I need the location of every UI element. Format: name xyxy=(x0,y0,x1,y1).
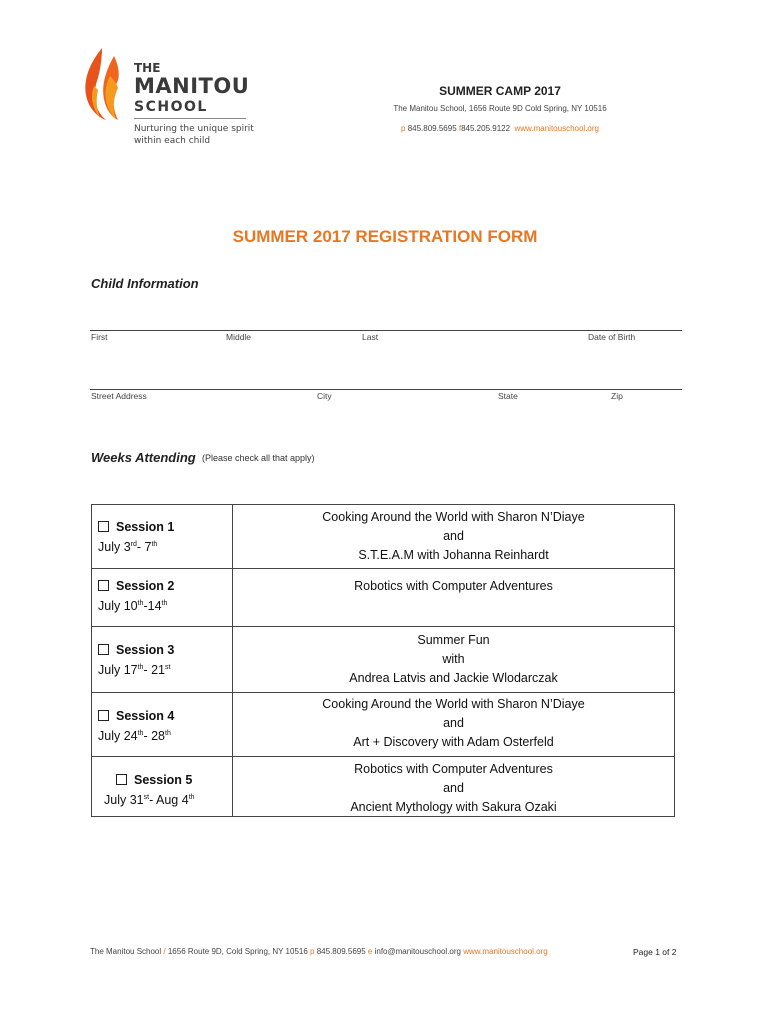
session-description xyxy=(233,577,674,596)
session-1-checkbox[interactable] xyxy=(98,521,109,532)
session-row-2 xyxy=(92,569,674,627)
phone-prefix: p xyxy=(401,124,406,133)
footer-school: The Manitou School xyxy=(90,947,162,956)
description-line: Cooking Around the World with Sharon N’Diaye xyxy=(322,697,585,711)
sessions-table xyxy=(91,504,675,817)
state-label: State xyxy=(498,391,518,401)
session-date-end: -14 xyxy=(143,599,162,614)
school-address: The Manitou School, 1656 Route 9D Cold Spring, NY 10516 xyxy=(393,104,607,113)
session-row-1 xyxy=(92,505,674,569)
session-5-checkbox[interactable] xyxy=(116,774,127,785)
session-cell xyxy=(98,518,174,556)
session-cell xyxy=(98,577,174,615)
session-name: Session 5 xyxy=(134,773,193,787)
date-suffix: rd xyxy=(130,541,137,548)
date-suffix: th xyxy=(188,794,195,801)
street-address-label: Street Address xyxy=(91,391,147,401)
session-row-4 xyxy=(92,693,674,757)
middle-name-label: Middle xyxy=(226,332,252,342)
footer-email-prefix: e xyxy=(367,947,373,956)
description-line: Art + Discovery with Adam Osterfeld xyxy=(353,735,554,749)
description-line: Robotics with Computer Adventures xyxy=(354,579,553,593)
session-description xyxy=(233,760,674,817)
child-information-heading: Child Information xyxy=(91,276,199,291)
camp-title: SUMMER CAMP 2017 xyxy=(439,84,561,98)
session-date: July 17 xyxy=(98,663,138,678)
description-line: Ancient Mythology with Sakura Ozaki xyxy=(350,800,557,814)
session-date: July 31 xyxy=(104,793,144,808)
logo-text-school: SCHOOL xyxy=(134,99,208,115)
footer-address: 1656 Route 9D, Cold Spring, NY 10516 xyxy=(167,947,308,956)
description-line: with xyxy=(442,652,465,666)
description-line: Andrea Latvis and Jackie Wlodarczak xyxy=(349,671,558,685)
fax-number: 845.205.9122 xyxy=(461,124,511,133)
first-name-label: First xyxy=(91,332,108,342)
session-date-end: - 7 xyxy=(136,540,152,555)
date-suffix: th xyxy=(151,541,158,548)
session-name: Session 3 xyxy=(116,643,175,657)
date-suffix: st xyxy=(143,794,150,801)
description-line: Cooking Around the World with Sharon N’Diaye xyxy=(322,510,585,524)
session-description xyxy=(233,631,674,688)
last-name-label: Last xyxy=(362,332,379,342)
session-cell xyxy=(98,707,174,745)
logo-text-manitou: MANITOU xyxy=(134,74,250,98)
date-suffix: st xyxy=(165,664,171,671)
logo-tagline-line-2: within each child xyxy=(134,136,211,146)
session-name: Session 2 xyxy=(116,579,175,593)
session-description xyxy=(233,508,674,565)
weeks-attending-heading: Weeks Attending xyxy=(91,450,196,465)
session-row-5 xyxy=(92,757,674,816)
phone-number: 845.809.5695 xyxy=(407,124,457,133)
session-row-3 xyxy=(92,627,674,693)
logo-tagline-line-1: Nurturing the unique spirit xyxy=(134,124,254,134)
session-3-checkbox[interactable] xyxy=(98,644,109,655)
footer-separator: / xyxy=(163,947,166,956)
session-date-end: - Aug 4 xyxy=(149,793,189,808)
description-line: and xyxy=(443,781,464,795)
footer-phone: 845.809.5695 xyxy=(316,947,366,956)
session-cell xyxy=(98,641,174,679)
page-footer xyxy=(90,947,548,956)
session-date-end: - 28 xyxy=(143,729,165,744)
weeks-attending-note: (Please check all that apply) xyxy=(202,453,315,463)
session-description xyxy=(233,695,674,752)
footer-website-link[interactable]: www.manitouschool.org xyxy=(463,947,548,956)
session-date: July 10 xyxy=(98,599,138,614)
logo-divider xyxy=(134,118,246,119)
address-fields-line[interactable] xyxy=(90,389,682,390)
city-label: City xyxy=(317,391,332,401)
date-suffix: th xyxy=(165,730,171,737)
description-line: Summer Fun xyxy=(417,633,490,647)
session-2-checkbox[interactable] xyxy=(98,580,109,591)
description-line: and xyxy=(443,529,464,543)
logo-text-the: THE xyxy=(134,61,161,75)
form-title: SUMMER 2017 REGISTRATION FORM xyxy=(232,227,538,246)
session-name: Session 4 xyxy=(116,709,175,723)
fax-prefix: f xyxy=(458,124,462,133)
zip-label: Zip xyxy=(611,391,623,401)
name-fields-line[interactable] xyxy=(90,330,682,331)
session-cell xyxy=(104,771,195,809)
date-of-birth-label: Date of Birth xyxy=(588,332,636,342)
footer-phone-prefix: p xyxy=(310,947,315,956)
date-suffix: th xyxy=(137,600,144,607)
session-date: July 3 xyxy=(98,540,131,555)
description-line: Robotics with Computer Adventures xyxy=(354,762,553,776)
session-date-end: - 21 xyxy=(143,663,165,678)
footer-email[interactable]: info@manitouschool.org xyxy=(374,947,461,956)
page-number: Page 1 of 2 xyxy=(633,947,677,957)
session-date: July 24 xyxy=(98,729,138,744)
date-suffix: th xyxy=(137,730,144,737)
contact-line xyxy=(330,124,670,133)
flame-icon xyxy=(80,46,126,122)
session-4-checkbox[interactable] xyxy=(98,710,109,721)
website-link[interactable]: www.manitouschool.org xyxy=(514,124,599,133)
date-suffix: th xyxy=(161,600,168,607)
date-suffix: th xyxy=(137,664,144,671)
description-line: S.T.E.A.M with Johanna Reinhardt xyxy=(358,548,549,562)
description-line: and xyxy=(443,716,464,730)
session-name: Session 1 xyxy=(116,520,175,534)
